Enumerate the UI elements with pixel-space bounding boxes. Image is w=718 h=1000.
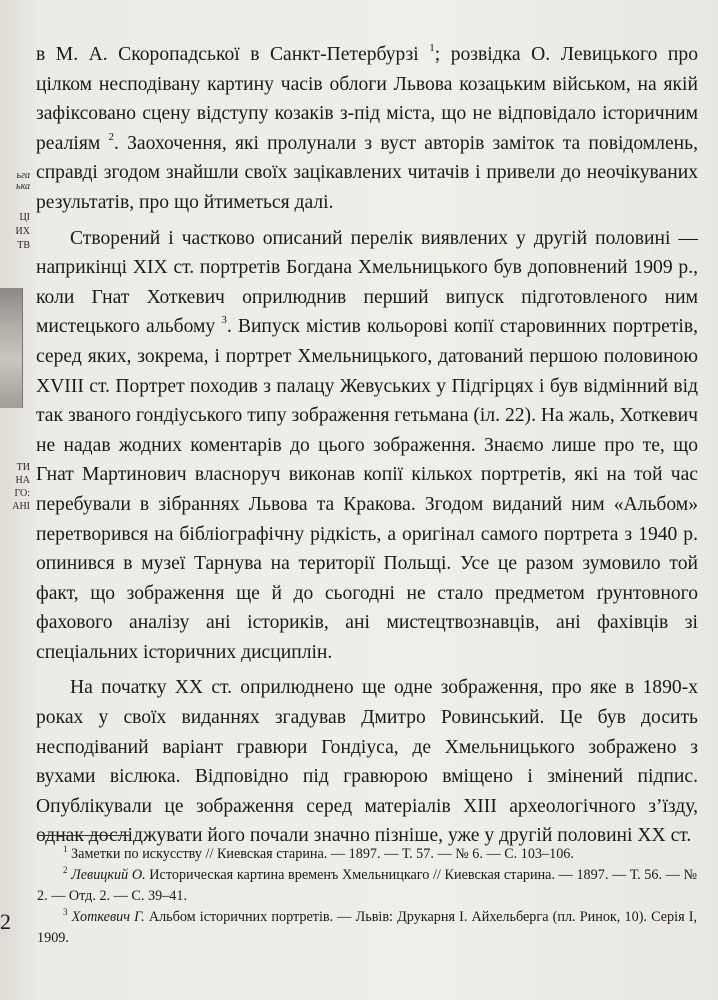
facing-caption-line: ИХ (15, 226, 30, 237)
footnote-author: Левицкий О. (71, 867, 146, 883)
footnote-text: Альбом історичних портретів. — Львів: Друкарня І. Айхельберга (пл. Ринок, 10). Серія І, 1909. (37, 909, 698, 946)
paragraph-text: Створений і частково описаний перелік виявлених у другій половині — наприкінці XIX ст. портретів Богдана Хмельницького був доповнений 1909 р., коли Гнат Хоткевич оприлюднив перший випуск підготовленого ним мистецького альбому (36, 227, 698, 338)
paragraph-2 (36, 224, 698, 668)
page-number: 2 (0, 909, 11, 934)
paragraph-3: На початку XX ст. оприлюднено ще одне зображення, про яке в 1890-х роках у своїх виданнях згадував Дмитро Ровинський. Це був досить несподіваний варіант гравюри Гондіуса, де Хмельницького зображено з вухами віслюка. Відповідно під гравюрою вміщено і змінений підпис. Опублікували це зображення серед матеріалів XIII археологічного з’їзду, однак досліджувати його почали значно пізніше, уже у другій половині XX ст. (36, 677, 698, 847)
footnote-ref-3[interactable]: 3 (221, 314, 227, 327)
footnote-text: Заметки по искусству // Киевская старина. — 1897. — Т. 57. — № 6. — С. 103–106. (71, 846, 574, 862)
facing-caption-line: ТВ (17, 240, 30, 251)
facing-page-margin (0, 170, 34, 530)
paragraph-text: ; розвідка О. Левицького про цілком несподівану картину часів облоги Львова козацьким військом, на якій зафіксовано сцену відступу козаків з-під міста, що не відповідало історичним реаліям (36, 44, 698, 154)
facing-caption-line: ька (16, 181, 30, 192)
paragraph-text: . Заохочення, які пролунали з вуст авторів заміток та повідомлень, справді згодом знайшли своїх зацікавлених читачів і привели до неочікуваних результатів, про що йтиметься далі. (36, 132, 698, 213)
footnote-author: Хоткевич Г. (71, 909, 145, 925)
facing-caption-line: ГО: (14, 488, 30, 499)
paragraph-text: . Випуск містив кольорові копії старовинних портретів, серед яких, зокрема, і портрет Хмельницького, датований першою половиною XVIII ст. Портрет походив з палацу Жевуських у Підгірцях і був відмінний від так званого гондіуського типу зображення гетьмана (іл. 22). На жаль, Хоткевич не надав жодних коментарів до цього зображення. Знаємо лише про те, що Гнат Мартинович власноруч виконав копії кількох портретів, які на той час перебували в зібраннях Львова та Кракова. Згодом виданий ним «Альбом» перетворився на бібліографічну рідкість, а оригінал самого портрета з 1940 р. опинився в музеї Тарнува на території Польщі. Усе це разом зумовило той факт, що зображення ще й до сьогодні не стало предметом ґрунтовного фахового аналізу ані істориків, ані мистецтвознавців, ані фахівців зі спеціальних історичних дисциплін. (36, 316, 698, 663)
facing-caption-line: НА (15, 475, 30, 486)
facing-caption-line: ьга (16, 170, 30, 181)
footnote-1 (37, 844, 697, 865)
footnote-2 (37, 865, 697, 907)
facing-caption-line: ЦІ (19, 212, 30, 223)
footnote-number: 2 (63, 865, 68, 875)
facing-caption-line: АНІ (12, 501, 30, 512)
facing-illustration (0, 288, 23, 408)
footnote-ref-1[interactable]: 1 (429, 42, 435, 54)
footnotes (37, 844, 697, 949)
footnote-number: 3 (63, 907, 68, 917)
footnote-ref-2[interactable]: 2 (108, 130, 114, 143)
body-text (36, 40, 698, 851)
paragraph-text: в М. А. Скоропадської в Санкт-Петербурзі (36, 44, 430, 65)
footnote-number: 1 (63, 844, 68, 854)
paragraph-1 (36, 40, 698, 218)
footnote-3 (37, 907, 697, 949)
facing-caption-line: ТИ (16, 462, 30, 473)
footnote-text: Историческая картина временъ Хмельницкаго // Киевская старина. — 1897. — Т. 56. — № 2. — Отд. 2. — С. 39–41. (37, 867, 698, 904)
footnote-divider (37, 835, 129, 836)
